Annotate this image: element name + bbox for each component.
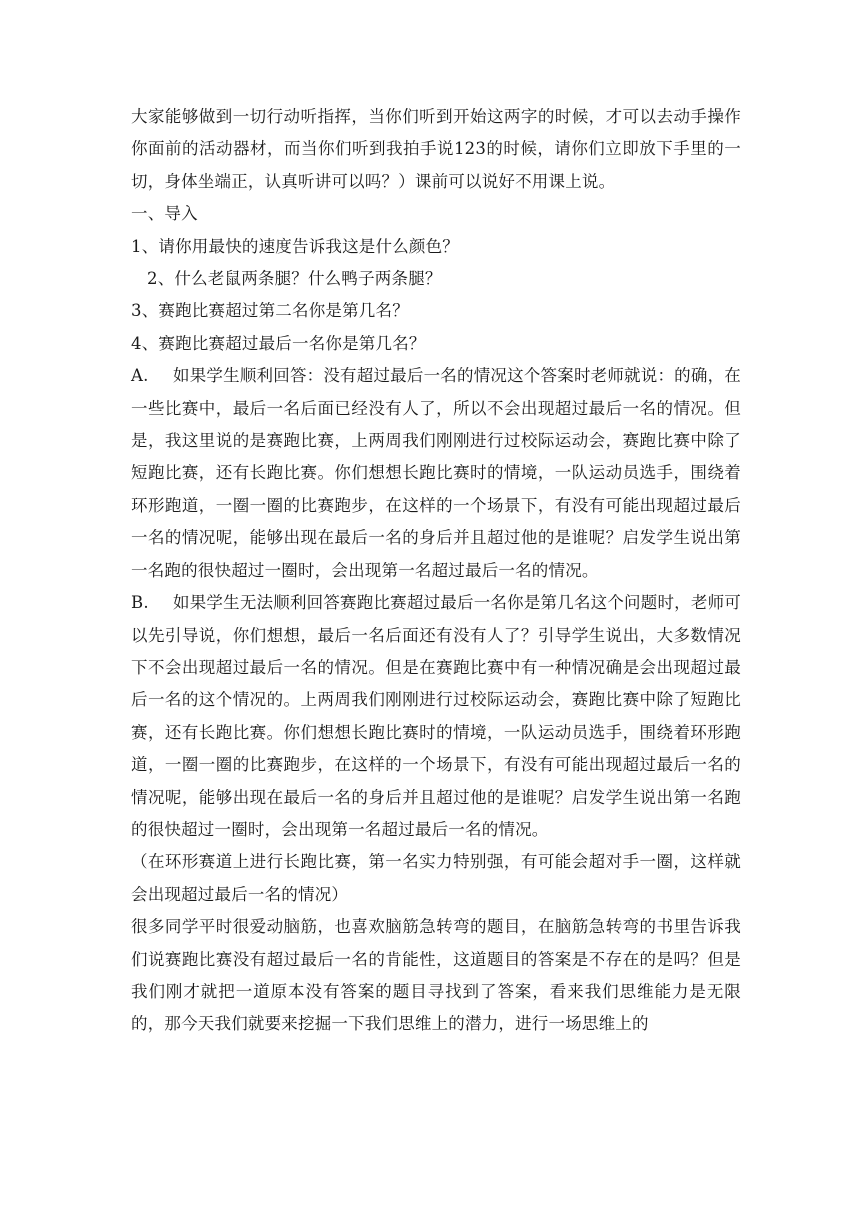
question-3: 3、赛跑比赛超过第二名你是第几名？ xyxy=(131,301,409,321)
question-2: 2、什么老鼠两条腿？什么鸭子两条腿？ xyxy=(147,269,442,289)
case-a-marker: A. xyxy=(131,366,149,386)
document-body xyxy=(131,101,741,1041)
case-a-text: 如果学生顺利回答：没有超过最后一名的情况这个答案时老师就说：的确，在一些比赛中，最后一名后面已经没有人了，所以不会出现超过最后一名的情况。但是，我这里说的是赛跑比赛，上两周我们刚刚进行过校际运动会，赛跑比赛中除了短跑比赛，还有长跑比赛。你们想想长跑比赛时的情境，一队运动员选手，围绕着环形跑道，一圈一圈的比赛跑步，在这样的一个场景下，有没有可能出现超过最后一名的情况呢，能够出现在最后一名的身后并且超过他的是谁呢？启发学生说出第一名跑的很快超过一圈时，会出现第一名超过最后一名的情况。 xyxy=(131,366,741,580)
paragraph-intro: 大家能够做到一切行动听指挥，当你们听到开始这两字的时候，才可以去动手操作你面前的活动器材，而当你们听到我拍手说123的时候，请你们立即放下手里的一切，身体坐端正，认真听讲可以吗？）课前可以说好不用课上说。 xyxy=(131,107,741,191)
question-1: 1、请你用最快的速度告诉我这是什么颜色？ xyxy=(131,236,459,256)
case-a-paragraph xyxy=(131,360,741,587)
question-4: 4、赛跑比赛超过最后一名你是第几名？ xyxy=(131,333,426,353)
note-paragraph: （在环形赛道上进行长跑比赛，第一名实力特别强，有可能会超对手一圈，这样就会出现超过最后一名的情况） xyxy=(131,852,741,904)
case-b-text: 如果学生无法顺利回答赛跑比赛超过最后一名你是第几名这个问题时，老师可以先引导说，你们想想，最后一名后面还有没有人了？引导学生说出，大多数情况下不会出现超过最后一名的情况。但是在赛跑比赛中有一种情况确是会出现超过最后一名的这个情况的。上两周我们刚刚进行过校际运动会，赛跑比赛中除了短跑比赛，还有长跑比赛。你们想想长跑比赛时的情境，一队运动员选手，围绕着环形跑道，一圈一圈的比赛跑步，在这样的一个场景下，有没有可能出现超过最后一名的情况呢，能够出现在最后一名的身后并且超过他的是谁呢？启发学生说出第一名跑的很快超过一圈时，会出现第一名超过最后一名的情况。 xyxy=(131,593,741,839)
closing-paragraph: 很多同学平时很爱动脑筋，也喜欢脑筋急转弯的题目，在脑筋急转弯的书里告诉我们说赛跑比赛没有超过最后一名的肯能性，这道题目的答案是不存在的是吗？但是我们刚才就把一道原本没有答案的题目寻找到了答案，看来我们思维能力是无限的，那今天我们就要来挖掘一下我们思维上的潜力，进行一场思维上的 xyxy=(131,917,741,1034)
case-b-marker: B. xyxy=(131,593,149,613)
section-heading-intro: 一、导入 xyxy=(131,204,198,224)
case-b-paragraph xyxy=(131,587,741,846)
